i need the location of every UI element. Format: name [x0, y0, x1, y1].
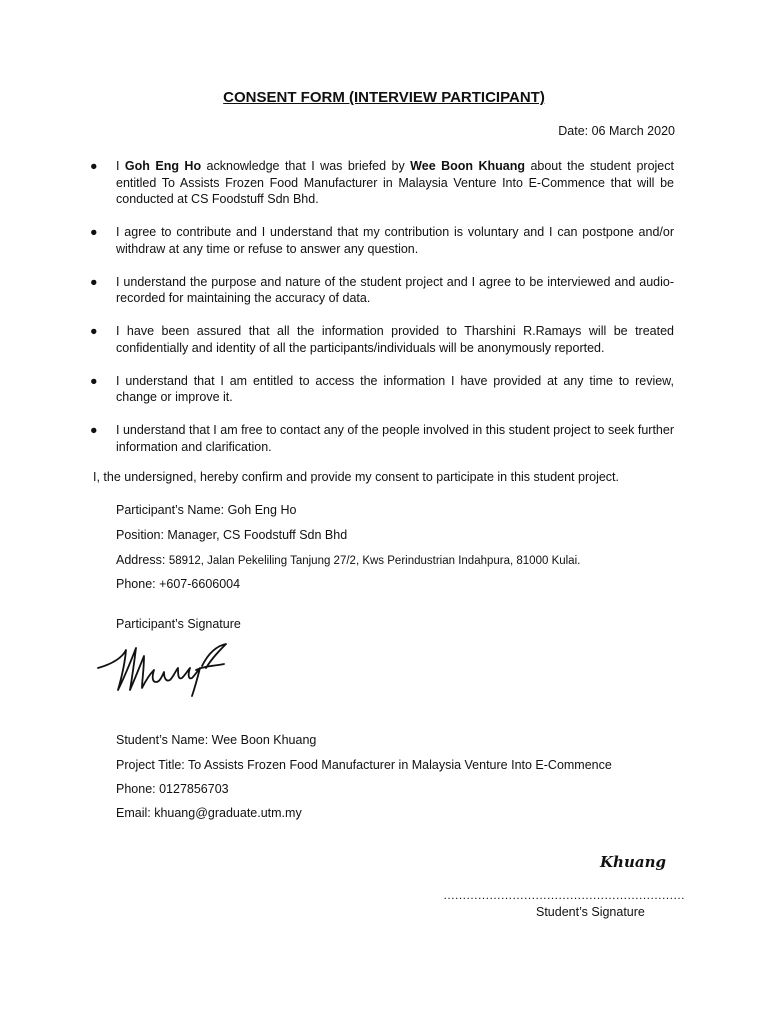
bullet-icon: ● — [90, 274, 98, 289]
bullet-icon: ● — [90, 324, 98, 338]
participant-phone: +607-6606004 — [159, 577, 241, 591]
student-phone-row: Phone: 0127856703 — [116, 782, 229, 796]
student-signature-label: Student’s Signature — [536, 905, 645, 919]
bullet-icon: ● — [90, 423, 98, 437]
participant-position-row: Position: Manager, CS Foodstuff Sdn Bhd — [116, 528, 348, 542]
student-name-row: Student’s Name: Wee Boon Khuang — [116, 733, 317, 747]
participant-name-inline: Goh Eng Ho — [124, 159, 202, 173]
list-item: ● I understand that I am free to contact any of the people involved in this student project to seek further information and clarification. — [90, 423, 674, 454]
list-item: ● I understand the purpose and nature of the student project and I agree to be interviewed and audio-recorded for maintaining the accuracy of data. — [90, 274, 674, 305]
signature-line: ……………………………………………………… — [443, 888, 685, 902]
participant-name: Goh Eng Ho — [227, 503, 297, 517]
project-title-row: Project Title: To Assists Frozen Food Manufacturer in Malaysia Venture Into E-Commence — [116, 758, 612, 772]
participant-signature-label: Participant’s Signature — [116, 617, 241, 631]
list-item: ● I understand that I am entitled to access the information I have provided at any time to review, change or improve it. — [90, 373, 674, 404]
participant-signature-image — [92, 636, 242, 700]
participant-address-row: Address: 58912, Jalan Pekeliling Tanjung 27/2, Kws Perindustrian Indahpura, 81000 Kulai. — [116, 553, 581, 567]
list-item: ● I have been assured that all the information provided to Tharshini R.Ramays will be treated confidentially and identity of all the participants/individuals will be anonymously reported. — [90, 324, 674, 355]
student-email-row: Email: khuang@graduate.utm.my — [116, 806, 302, 820]
student-email: khuang@graduate.utm.my — [154, 806, 302, 820]
participant-position: Manager, CS Foodstuff Sdn Bhd — [167, 528, 348, 542]
student-phone: 0127856703 — [159, 782, 229, 796]
confirmation-statement: I, the undersigned, hereby confirm and provide my consent to participate in this student project. — [93, 470, 619, 484]
form-date: Date: 06 March 2020 — [558, 124, 675, 138]
participant-address: 58912, Jalan Pekeliling Tanjung 27/2, Kws Perindustrian Indahpura, 81000 Kulai. — [168, 555, 581, 567]
bullet-icon: ● — [90, 373, 98, 388]
student-name-inline: Wee Boon Khuang — [410, 159, 525, 173]
form-title: CONSENT FORM (INTERVIEW PARTICIPANT) — [223, 89, 545, 106]
bullet-icon: ● — [90, 225, 98, 239]
acknowledgement-list — [88, 158, 674, 472]
list-item: ● I agree to contribute and I understand that my contribution is voluntary and I can postpone and/or withdraw at any time or refuse to answer any question. — [90, 225, 674, 256]
student-name: Wee Boon Khuang — [211, 733, 317, 747]
list-item: ● I Goh Eng Ho acknowledge that I was briefed by Wee Boon Khuang about the student project entitled To Assists Frozen Food Manufacturer in Malaysia Venture Into E-Commence that will be conducted at CS Foodstuff Sdn Bhd. — [90, 159, 674, 206]
student-signature: Khuang — [600, 853, 666, 871]
project-title: To Assists Frozen Food Manufacturer in Malaysia Venture Into E-Commence — [188, 758, 612, 772]
participant-phone-row: Phone: +607-6606004 — [116, 577, 241, 591]
bullet-icon: ● — [90, 159, 98, 173]
participant-name-row: Participant’s Name: Goh Eng Ho — [116, 503, 297, 517]
